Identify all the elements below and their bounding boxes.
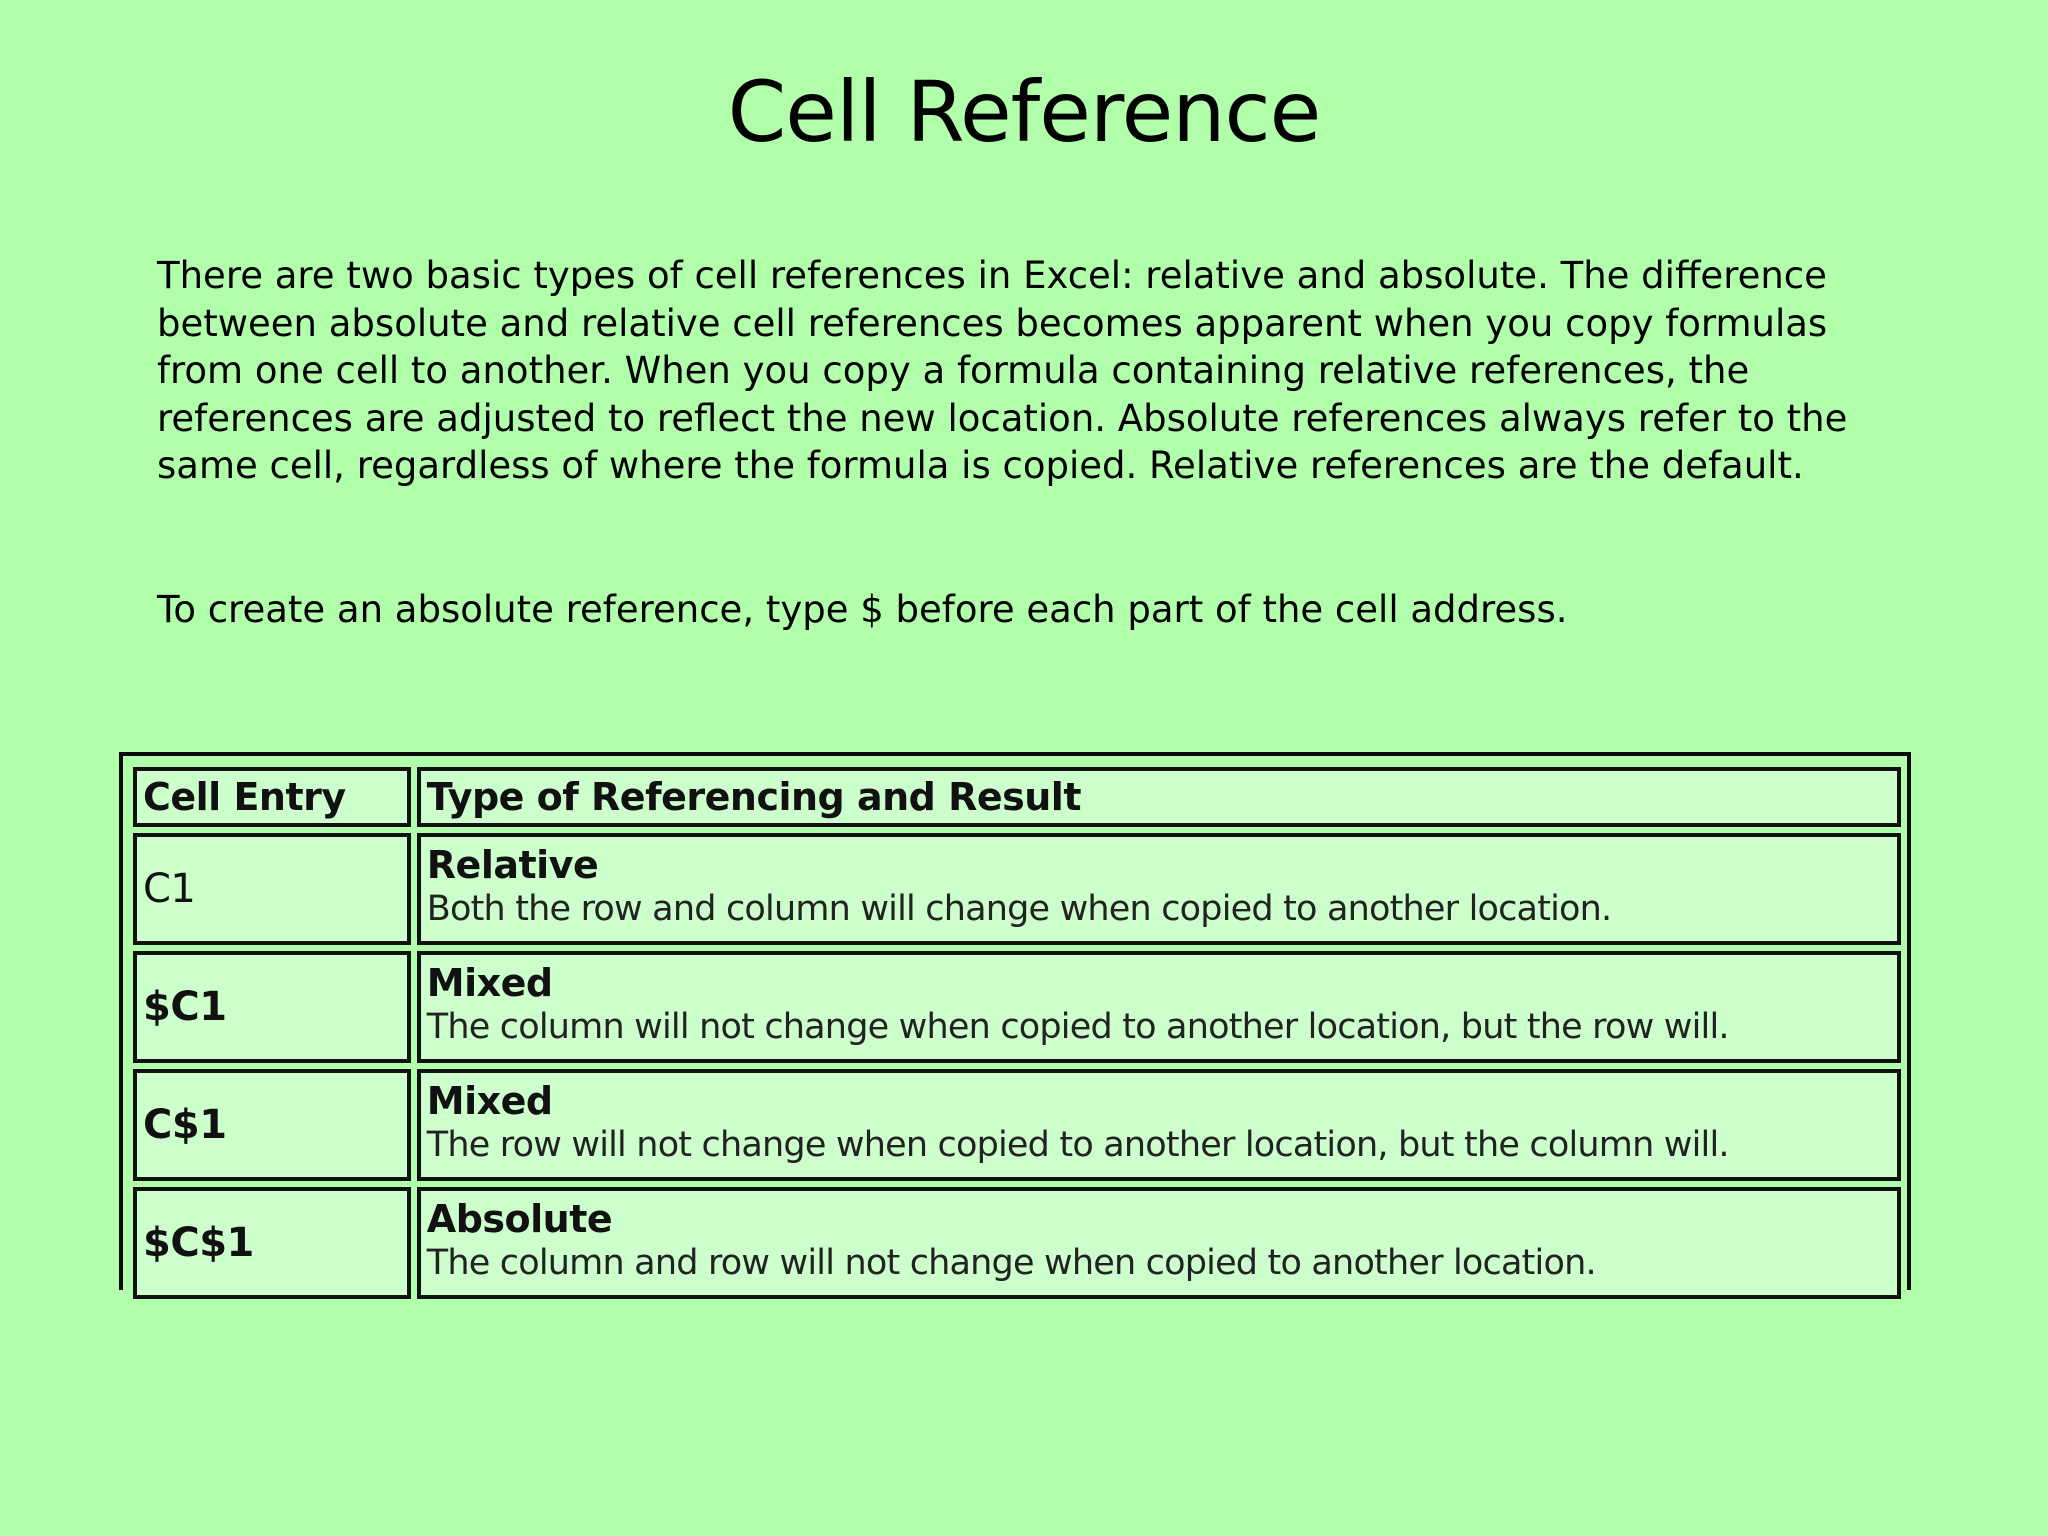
reference-result: The row will not change when copied to another location, but the column will.	[426, 1125, 1729, 1165]
type-result-cell	[417, 833, 1901, 945]
cell-entry: $C$1	[133, 1187, 411, 1299]
reference-type: Mixed	[426, 1079, 553, 1123]
table-row	[133, 1069, 1901, 1181]
page-title: Cell Reference	[727, 63, 1321, 161]
type-result-cell	[417, 1187, 1901, 1299]
table-row	[133, 833, 1901, 945]
reference-result: The column and row will not change when copied to another location.	[426, 1243, 1596, 1283]
reference-result: The column will not change when copied to another location, but the row will.	[426, 1007, 1729, 1047]
instruction-paragraph: To create an absolute reference, type $ before each part of the cell address.	[157, 588, 1568, 631]
type-result-cell	[417, 1069, 1901, 1181]
type-result-cell	[417, 951, 1901, 1063]
cell-reference-table-frame	[119, 752, 1911, 1290]
reference-type: Relative	[426, 843, 599, 887]
table-row	[133, 951, 1901, 1063]
cell-entry: $C1	[133, 951, 411, 1063]
header-type-result: Type of Referencing and Result	[417, 767, 1901, 827]
header-cell-entry: Cell Entry	[133, 767, 411, 827]
reference-type: Mixed	[426, 961, 553, 1005]
table-row	[133, 1187, 1901, 1299]
table-header-row	[133, 767, 1901, 827]
cell-reference-table	[127, 761, 1907, 1305]
reference-result: Both the row and column will change when copied to another location.	[426, 889, 1612, 929]
cell-entry: C1	[133, 833, 411, 945]
reference-type: Absolute	[426, 1197, 613, 1241]
cell-entry: C$1	[133, 1069, 411, 1181]
intro-paragraph: There are two basic types of cell references in Excel: relative and absolute. The difference between absolute and relative cell references becomes apparent when you copy formulas from one cell to another. When you copy a formula containing relative references, the references are adjusted to reflect the new location. Absolute references always refer to the same cell, regardless of where the formula is copied. Relative references are the default.	[157, 254, 1848, 487]
